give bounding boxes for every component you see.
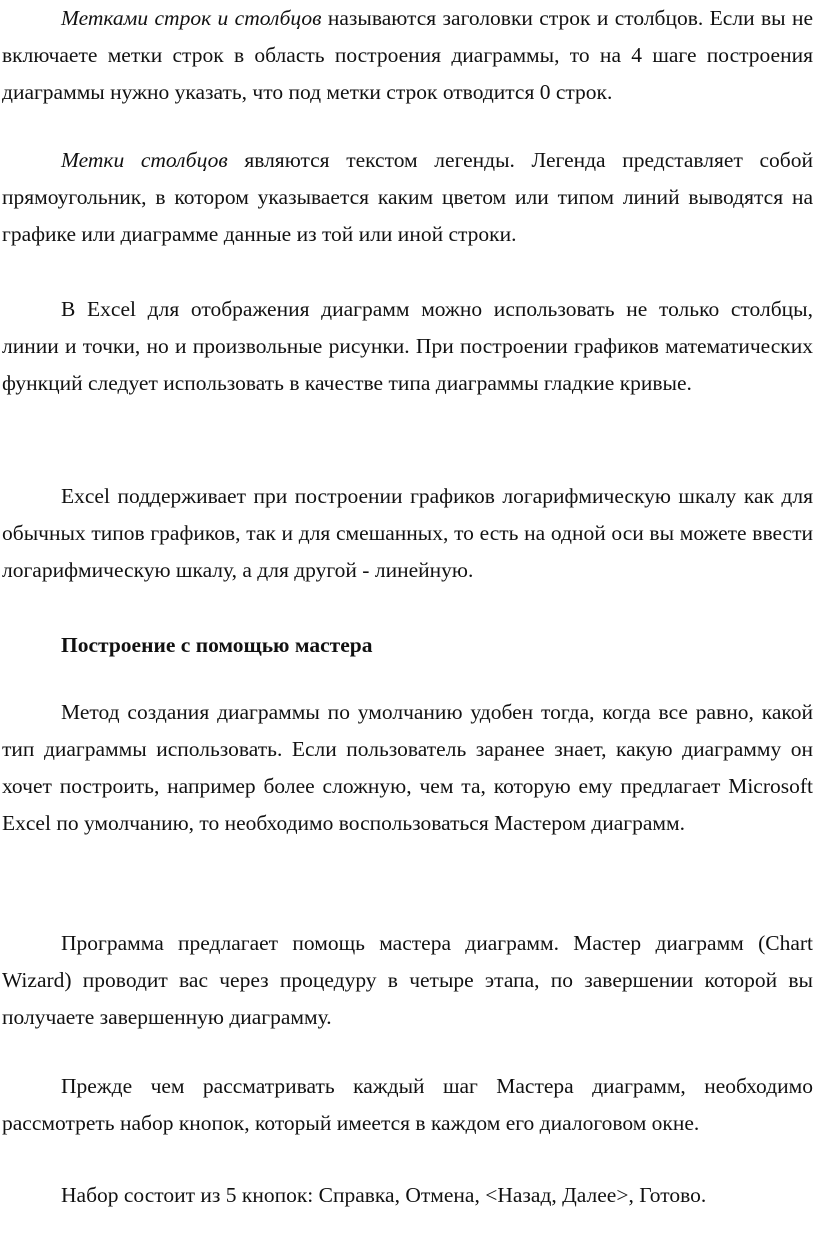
paragraph-buttons-intro: Прежде чем рассматривать каждый шаг Мастера диаграмм, необходимо рассмотреть набор кнопок, который имеется в каждом его диалоговом окне. [2, 1074, 813, 1135]
paragraph-log-scale: Excel поддерживает при построении графиков логарифмическую шкалу как для обычных типов графиков, так и для смешанных, то есть на одной оси вы можете ввести логарифмическую шкалу, а для другой - линейную. [2, 484, 813, 582]
paragraph-chart-wizard: Программа предлагает помощь мастера диаграмм. Мастер диаграмм (Chart Wizard) проводит вас через процедуру в четыре этапа, по завершении которой вы получаете завершенную диаграмму. [2, 931, 813, 1029]
paragraph-text: являются текстом легенды. Легенда представляет собой прямоугольник, в котором указывается каким цветом или типом линий выводятся на графике или диаграмме данные из той или иной строки. [2, 148, 813, 246]
paragraph-legend [2, 142, 813, 253]
paragraph-default-method: Метод создания диаграммы по умолчанию удобен тогда, когда все равно, какой тип диаграммы использовать. Если пользователь заранее знает, какую диаграмму он хочет построить, например более сложную, чем та, которую ему предлагает Microsoft Excel по умолчанию, то необходимо воспользоваться Мастером диаграмм. [2, 700, 813, 835]
paragraph-row-column-labels [2, 0, 813, 111]
paragraph-chart-types: В Excel для отображения диаграмм можно использовать не только столбцы, линии и точки, но и произвольные рисунки. При построении графиков математических функций следует использовать в качестве типа диаграммы гладкие кривые. [2, 297, 813, 395]
section-heading: Построение с помощью мастера [61, 633, 373, 657]
italic-term-column-labels: Метки столбцов [61, 148, 228, 172]
italic-term-row-column-labels: Метками строк и столбцов [61, 6, 322, 30]
paragraph-text: называются заголовки строк и столбцов. Если вы не включаете метки строк в область построения диаграммы, то на 4 шаге построения диаграммы нужно указать, что под метки строк отводится 0 строк. [2, 6, 813, 104]
paragraph-buttons-list: Набор состоит из 5 кнопок: Справка, Отмена, <Назад, Далее>, Готово. [61, 1183, 707, 1207]
